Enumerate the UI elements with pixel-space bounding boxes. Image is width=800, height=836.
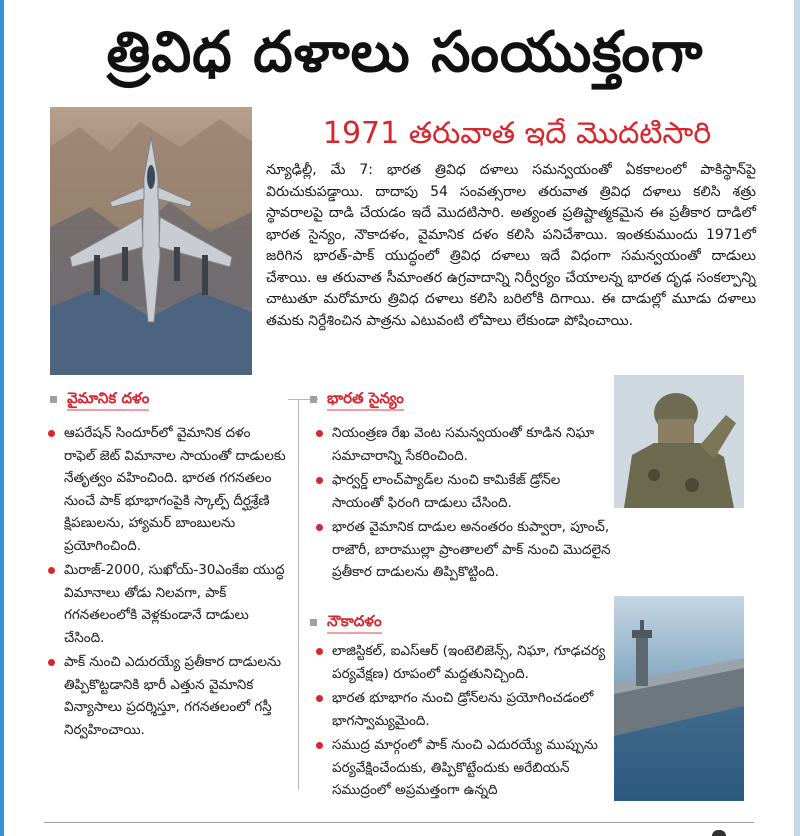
list-item: మిరాజ్‌-2000, సుఖోయ్‌-30ఎంకేఐ యుద్ధ విమానాలు తోడు నిలవగా, పాక్‌ గగనతలంలోకి వెళ్లకుండానే దాడులు చేసింది.: [46, 559, 286, 649]
red-dot-icon: [48, 659, 55, 666]
page-corner-mark: [712, 830, 726, 836]
right-edge-strip: [784, 0, 800, 836]
bottom-rule: [44, 822, 754, 823]
section-army-header: [310, 387, 404, 411]
square-bullet-icon: [310, 396, 317, 403]
column-divider: [298, 400, 299, 790]
air-force-bullet-list: [46, 422, 286, 743]
fighter-jet-photo: [50, 107, 252, 375]
army-bullet-list: [314, 422, 612, 586]
list-item: భారత వైమానిక దాడుల అనంతరం కుప్వారా, పూంచ్‌, రాజౌరీ, బారాముల్లా ప్రాంతాలలో పాక్‌ నుంచి మొదలైన ప్రతీకార దాడులను తిప్పికొట్టింది.: [314, 516, 612, 584]
subheadline: 1971 తరువాత ఇదే మొదటిసారి: [322, 116, 712, 151]
red-dot-icon: [316, 430, 323, 437]
section-air-force-header: [50, 387, 149, 411]
list-item: లాజిస్టికల్‌, ఐఎస్‌ఆర్‌ (ఇంటెలిజెన్స్‌, నిఘా, గూఢచర్య పర్యవేక్షణ) రూపంలో మద్దతునిచ్చింది.: [314, 640, 612, 685]
aircraft-carrier-photo: [614, 596, 744, 801]
list-item: నియంత్రణ రేఖ వెంట సమన్వయంతో కూడిన నిఘా సమాచారాన్ని సేకరించింది.: [314, 422, 612, 467]
red-dot-icon: [48, 567, 55, 574]
headline: త్రివిధ దళాలు సంయుక్తంగా: [106, 20, 704, 85]
soldier-saluting-photo: [614, 375, 744, 508]
navy-bullet-list: [314, 640, 612, 804]
section-army-title: భారత సైన్యం: [327, 387, 404, 411]
red-dot-icon: [316, 477, 323, 484]
list-item: ఆపరేషన్‌ సిందూర్‌లో వైమానిక దళం రాఫెల్‌ జెట్‌ విమానాల సాయంతో దాడులకు నేతృత్వం వహించింది. భారత గగనతలం నుంచే పాక్‌ భూభాగంపైకి స్కాల్ప్‌ దీర్ఘశ్రేణి క్షిపణులను, హ్యామర్‌ బాంబులను ప్రయోగించింది.: [46, 422, 286, 557]
red-dot-icon: [316, 695, 323, 702]
section-navy-header: [310, 610, 382, 634]
intro-paragraph: న్యూఢిల్లీ, మే 7: భారత త్రివిధ దళాలు సమన్వయంతో ఏకకాలంలో పాకిస్థాన్‌పై విరుచుకుపడ్డాయి. దాదాపు 54 సంవత్సరాల తరువాత త్రివిధ దళాలు కలిసి శత్రు స్థావరాలపై దాడి చేయడం ఇదే మొదటిసారి. అత్యంత ప్రతిష్టాత్మకమైన ఈ ప్రతీకార దాడిలో భారత సైన్యం, నౌకాదళం, వైమానిక దళం కలిసి పనిచేశాయి. ఇంతకుముందు 1971లో జరిగిన భారత్‌-పాక్‌ యుద్ధంలో త్రివిధ దళాలు ఇదే విధంగా సమన్వయంతో దాడులు చేశాయి. ఆ తరువాత సీమాంతర ఉగ్రవాదాన్ని నిర్వీర్యం చేయాలన్న భారత దృఢ సంకల్పాన్ని చాటుతూ మరోమారు త్రివిధ దళాలు కలిసి బరిలోకి దిగాయి. ఈ దాడుల్లో మూడు దళాలు తమకు నిర్దేశించిన పాత్రను ఎటువంటి లోపాలు లేకుండా పోషించాయి.: [266, 162, 756, 329]
section-air-force-title: వైమానిక దళం: [67, 387, 149, 411]
red-dot-icon: [48, 430, 55, 437]
list-item: భారత భూభాగం నుంచి డ్రోన్‌లను ప్రయోగించడంలో భాగస్వామ్యమైంది.: [314, 687, 612, 732]
square-bullet-icon: [50, 396, 57, 403]
list-item: సముద్ర మార్గంలో పాక్‌ నుంచి ఎదురయ్యే ముప్పును పర్యవేక్షించేందుకు, తిప్పికొట్టేందుకు అరేబియన్‌ సముద్రంలో అప్రమత్తంగా ఉన్నది: [314, 734, 612, 802]
red-dot-icon: [316, 742, 323, 749]
square-bullet-icon: [310, 619, 317, 626]
red-dot-icon: [316, 648, 323, 655]
left-edge-strip: [0, 0, 12, 836]
section-navy-title: నౌకాదళం: [327, 610, 382, 634]
red-dot-icon: [316, 524, 323, 531]
list-item: పాక్‌ నుంచి ఎదురయ్యే ప్రతీకార దాడులను తిప్పికొట్టడానికి భారీ ఎత్తున వైమానిక విన్యాసాలు ప్రదర్శిస్తూ, గగనతలంలో గస్తీ నిర్వహించాయి.: [46, 651, 286, 741]
list-item: ఫార్వర్డ్‌ లాంచ్‌ప్యాడ్‌ల నుంచి కామికేజ్‌ డ్రోన్‌ల సాయంతో ఫిరంగి దాడులు చేసింది.: [314, 469, 612, 514]
